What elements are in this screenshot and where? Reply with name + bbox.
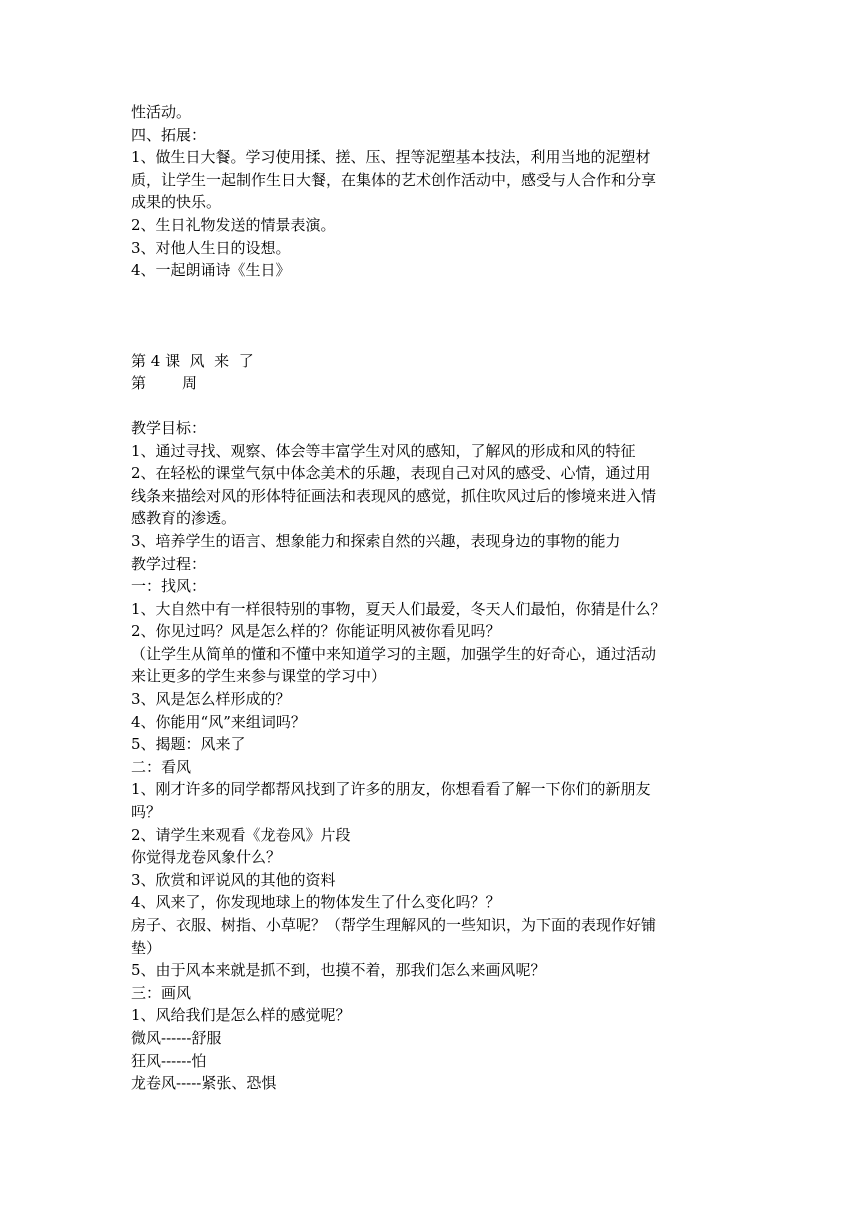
lesson-week: [131, 372, 741, 395]
text-line: 3、欣赏和评说风的其他的资料: [131, 870, 336, 889]
text-line: 垫）: [131, 938, 162, 957]
text-line: 感教育的渗透。: [131, 509, 237, 528]
goals-heading: 教学目标：: [131, 418, 207, 437]
week-label-first: 第: [131, 374, 147, 393]
text-line: 4、一起朗诵诗《生日》: [131, 261, 291, 280]
text-line: 微风------舒服: [131, 1028, 222, 1047]
text-line: 来让更多的学生来参与课堂的学习中）: [131, 667, 387, 686]
text-line: 1、通过寻找、观察、体会等丰富学生对风的感知，了解风的形成和风的特征: [131, 441, 636, 460]
section-heading-find-wind: 一：找风：: [131, 577, 207, 596]
text-line: 吗？: [131, 803, 162, 822]
text-line: 4、风来了，你发现地球上的物体发生了什么变化吗？？: [131, 893, 501, 912]
text-line: 3、对他人生日的设想。: [131, 238, 291, 257]
text-line: 3、风是怎么样形成的？: [131, 690, 291, 709]
text-line: （让学生从简单的懂和不懂中来知道学习的主题，加强学生的好奇心，通过活动: [131, 644, 657, 663]
text-line: 5、揭题：风来了: [131, 735, 246, 754]
text-line: 5、由于风本来就是抓不到，也摸不着，那我们怎么来画风呢？: [131, 961, 546, 980]
text-line: 房子、衣服、树指、小草呢？（帮学生理解风的一些知识，为下面的表现作好铺: [131, 916, 657, 934]
spacer: [131, 282, 741, 350]
text-line: 质，让学生一起制作生日大餐，在集体的艺术创作活动中，感受与人合作和分享: [131, 170, 657, 189]
spacer: [131, 395, 741, 417]
text-line: 龙卷风-----紧张、恐惧: [131, 1074, 277, 1093]
section-heading-extension: 四、拓展：: [131, 125, 207, 144]
text-line: 3、培养学生的语言、想象能力和探索自然的兴趣，表现身边的事物的能力: [131, 531, 621, 550]
text-line: 狂风------怕: [131, 1051, 207, 1070]
text-line: 1、刚才许多的同学都帮风找到了许多的朋友，你想看看了解一下你们的新朋友: [131, 780, 651, 799]
document-page: [131, 101, 741, 1095]
text-line: 2、在轻松的课堂气氛中体念美术的乐趣，表现自己对风的感受、心情，通过用: [131, 464, 651, 483]
text-line: 成果的快乐。: [131, 193, 222, 212]
text-line: 2、生日礼物发送的情景表演。: [131, 215, 336, 234]
text-line: 1、做生日大餐。学习使用揉、搓、压、捏等泥塑基本技法，利用当地的泥塑材: [131, 148, 651, 167]
text-line: 2、请学生来观看《龙卷风》片段: [131, 825, 351, 844]
text-line: 性活动。: [131, 103, 192, 121]
lesson-title: 第 4 课 风 来 了: [131, 351, 254, 370]
process-heading: 教学过程：: [131, 554, 207, 573]
section-heading-watch-wind: 二：看风: [131, 757, 192, 776]
text-line: 1、风给我们是怎么样的感觉呢？: [131, 1006, 351, 1025]
text-line: 2、你见过吗？风是怎么样的？你能证明风被你看见吗？: [131, 622, 501, 641]
week-label-second: 周: [182, 374, 198, 393]
text-line: 线条来描绘对风的形体特征画法和表现风的感觉，抓住吹风过后的惨境来进入情: [131, 486, 657, 505]
text-line: 1、大自然中有一样很特别的事物，夏天人们最爱，冬天人们最怕，你猜是什么？: [131, 599, 666, 618]
section-heading-draw-wind: 三：画风: [131, 983, 192, 1002]
text-line: 4、你能用“风”来组词吗？: [131, 712, 306, 731]
text-line: 你觉得龙卷风象什么？: [131, 848, 282, 867]
